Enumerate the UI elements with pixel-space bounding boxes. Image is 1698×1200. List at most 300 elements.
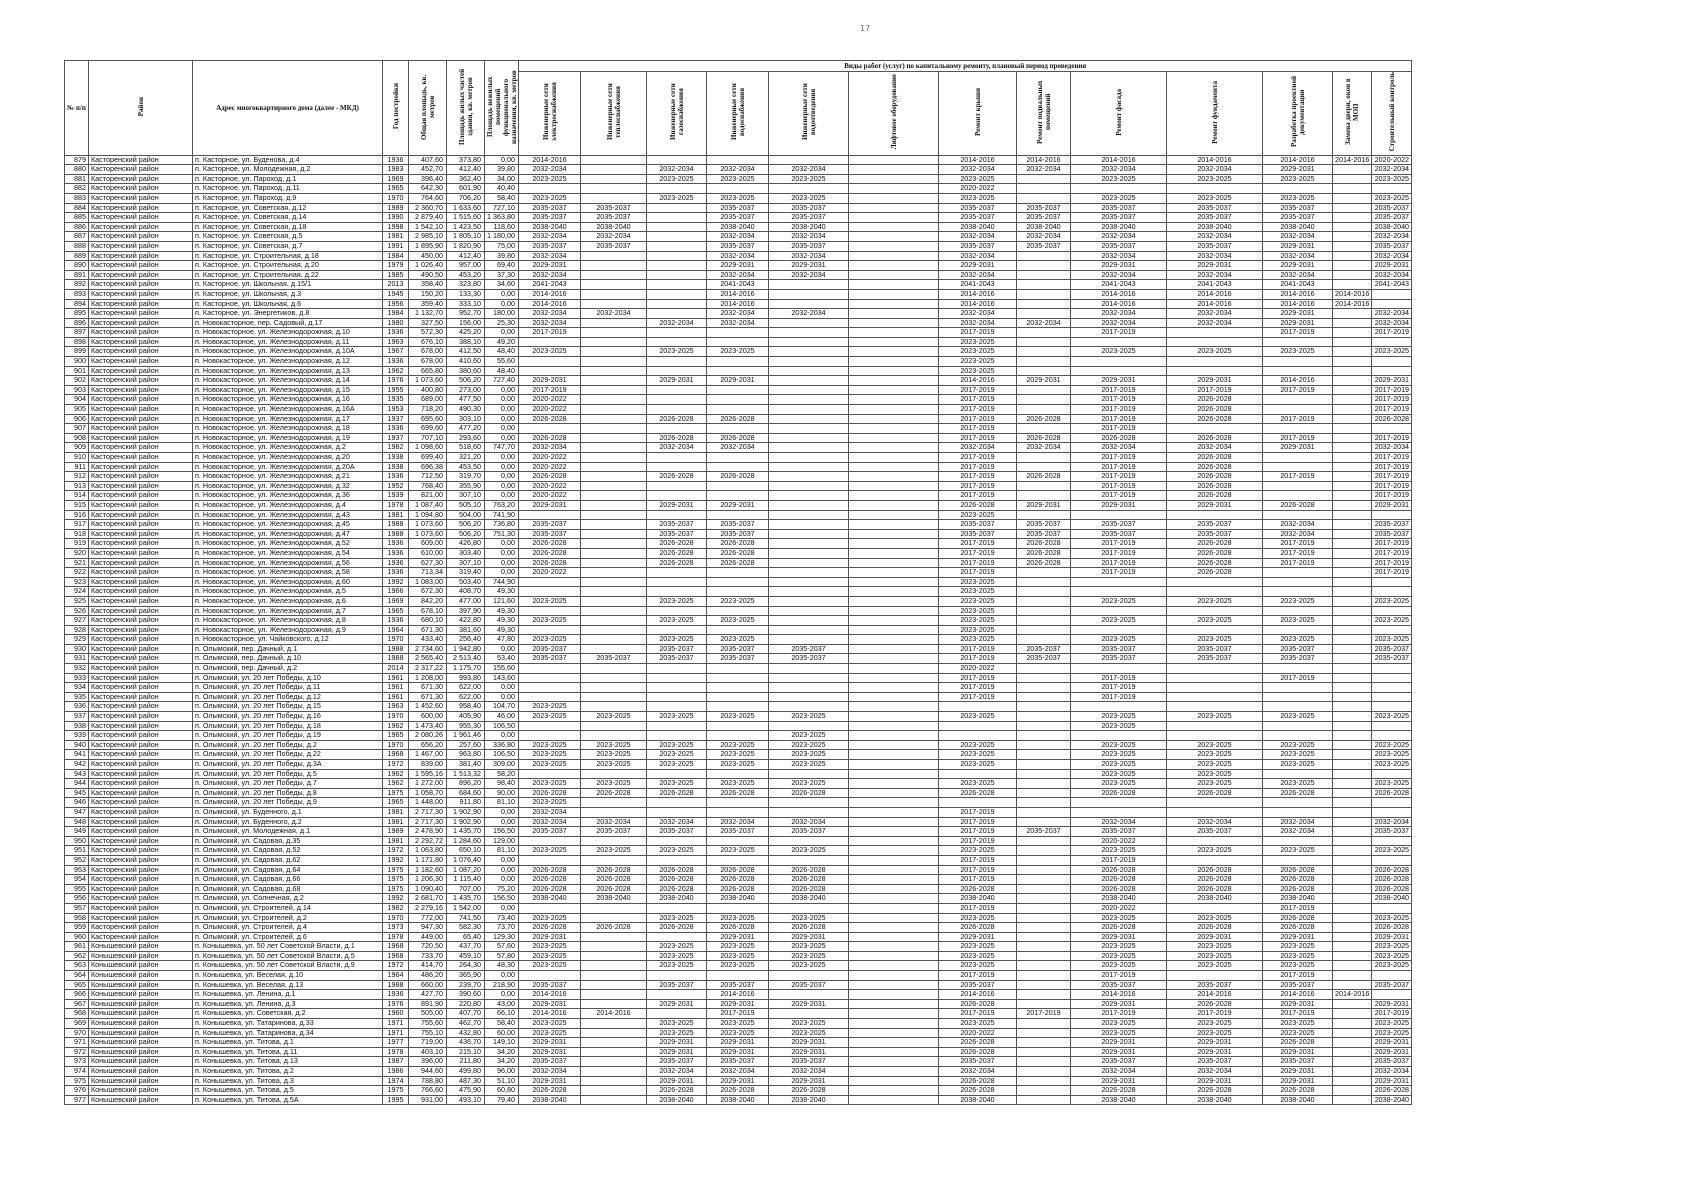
living-area-cell: 601,90 [447, 184, 485, 194]
work-period-cell [647, 721, 707, 731]
district-cell: Касторенский район [89, 577, 193, 587]
work-period-cell [1167, 903, 1263, 913]
work-period-cell: 2023-2025 [939, 616, 1017, 626]
header-work-type: Лифтовое оборудование [849, 72, 939, 156]
work-period-cell [849, 453, 939, 463]
year-cell: 1975 [383, 788, 409, 798]
work-period-cell: 2035-2037 [939, 529, 1017, 539]
work-period-cell [1263, 577, 1333, 587]
row-number: 972 [65, 1047, 89, 1057]
work-period-cell: 2023-2025 [939, 193, 1017, 203]
work-period-cell: 2029-2031 [1263, 241, 1333, 251]
table-row [65, 472, 1412, 482]
work-period-cell: 2026-2028 [647, 788, 707, 798]
district-cell: Касторенский район [89, 357, 193, 367]
work-period-cell [1372, 625, 1412, 635]
address-cell: п. Конышевка, ул. Титова, д.5А [193, 1095, 383, 1105]
work-period-cell: 2038-2040 [581, 894, 647, 904]
table-row [65, 683, 1412, 693]
work-period-cell [769, 318, 849, 328]
work-period-cell: 2023-2025 [707, 750, 769, 760]
work-period-cell [1372, 855, 1412, 865]
work-period-cell [1017, 395, 1071, 405]
work-period-cell [1017, 721, 1071, 731]
work-period-cell [1372, 769, 1412, 779]
nonliving-area-cell: 57,60 [485, 942, 519, 952]
district-cell: Касторенский район [89, 644, 193, 654]
work-period-cell [707, 721, 769, 731]
total-area-cell: 2 717,30 [409, 807, 447, 817]
work-period-cell: 2014-2016 [1333, 289, 1372, 299]
work-period-cell [1333, 184, 1372, 194]
work-period-cell [1333, 951, 1372, 961]
work-period-cell: 2038-2040 [1263, 894, 1333, 904]
total-area-cell: 1 063,80 [409, 846, 447, 856]
work-period-cell: 2038-2040 [939, 894, 1017, 904]
work-period-cell [1333, 481, 1372, 491]
nonliving-area-cell: 58,40 [485, 193, 519, 203]
year-cell: 1988 [383, 529, 409, 539]
work-period-cell: 2032-2034 [1263, 270, 1333, 280]
address-cell: п. Новокасторное, ул. Железнодорожная, д.12 [193, 357, 383, 367]
work-period-cell: 2035-2037 [1071, 241, 1167, 251]
work-period-cell: 2017-2019 [1372, 491, 1412, 501]
work-period-cell: 2035-2037 [769, 644, 849, 654]
work-period-cell: 2014-2016 [1263, 376, 1333, 386]
work-period-cell: 2023-2025 [1372, 193, 1412, 203]
work-period-cell [707, 424, 769, 434]
work-period-cell [581, 328, 647, 338]
table-row [65, 654, 1412, 664]
work-period-cell [1263, 453, 1333, 463]
work-period-cell [581, 1019, 647, 1029]
work-period-cell [1333, 433, 1372, 443]
work-period-cell: 2035-2037 [1167, 654, 1263, 664]
work-period-cell [1263, 692, 1333, 702]
work-period-cell [1333, 165, 1372, 175]
work-period-cell: 2023-2025 [1071, 1019, 1167, 1029]
work-period-cell: 2026-2028 [647, 539, 707, 549]
district-cell: Конышевский район [89, 999, 193, 1009]
living-area-cell: 477,50 [447, 395, 485, 405]
work-period-cell: 2029-2031 [647, 1076, 707, 1086]
total-area-cell: 755,10 [409, 1028, 447, 1038]
work-period-cell: 2023-2025 [519, 961, 581, 971]
nonliving-area-cell: 0,00 [485, 644, 519, 654]
work-period-cell [707, 577, 769, 587]
district-cell: Касторенский район [89, 807, 193, 817]
nonliving-area-cell: 90,00 [485, 788, 519, 798]
living-area-cell: 390,60 [447, 990, 485, 1000]
address-cell: п. Олымский, ул. Садовая, д.35 [193, 836, 383, 846]
year-cell: 1936 [383, 328, 409, 338]
work-period-cell [707, 855, 769, 865]
work-period-cell: 2014-2016 [1167, 155, 1263, 165]
address-cell: п. Конышевка, ул. Титова, д.5 [193, 1086, 383, 1096]
row-number: 923 [65, 577, 89, 587]
work-period-cell [1372, 971, 1412, 981]
work-period-cell [581, 1086, 647, 1096]
work-period-cell [1333, 1076, 1372, 1086]
work-period-cell [1372, 673, 1412, 683]
row-number: 958 [65, 913, 89, 923]
work-period-cell: 2023-2025 [1263, 779, 1333, 789]
work-period-cell: 2023-2025 [707, 635, 769, 645]
work-period-cell: 2023-2025 [1167, 174, 1263, 184]
work-period-cell [1333, 884, 1372, 894]
work-period-cell [519, 424, 581, 434]
work-period-cell [581, 721, 647, 731]
work-period-cell [849, 587, 939, 597]
address-cell: п. Новокасторное, ул. Железнодорожная, д.14 [193, 376, 383, 386]
work-period-cell: 2026-2028 [1071, 865, 1167, 875]
work-period-cell [1333, 616, 1372, 626]
work-period-cell: 2026-2028 [1372, 414, 1412, 424]
work-period-cell: 2029-2031 [1263, 1067, 1333, 1077]
work-period-cell: 2023-2025 [1263, 1028, 1333, 1038]
work-period-cell: 2035-2037 [1372, 529, 1412, 539]
work-period-cell: 2041-2043 [1071, 280, 1167, 290]
work-period-cell [581, 1095, 647, 1105]
work-period-cell [849, 884, 939, 894]
work-period-cell [769, 184, 849, 194]
work-period-cell: 2035-2037 [1263, 203, 1333, 213]
work-period-cell: 2026-2028 [1167, 405, 1263, 415]
address-cell: п. Новокасторное, ул. Железнодорожная, д.20 [193, 453, 383, 463]
work-period-cell [1017, 453, 1071, 463]
nonliving-area-cell: 741,90 [485, 510, 519, 520]
row-number: 930 [65, 644, 89, 654]
address-cell: п. Новокасторное, ул. Железнодорожная, д.15 [193, 385, 383, 395]
year-cell: 1965 [383, 606, 409, 616]
district-cell: Касторенский район [89, 596, 193, 606]
work-period-cell: 2029-2031 [707, 500, 769, 510]
row-number: 902 [65, 376, 89, 386]
work-period-cell [581, 366, 647, 376]
work-period-cell: 2032-2034 [1071, 1067, 1167, 1077]
work-period-cell: 2026-2028 [707, 875, 769, 885]
living-area-cell: 1 542,00 [447, 903, 485, 913]
work-period-cell [1017, 760, 1071, 770]
work-period-cell [519, 510, 581, 520]
work-period-cell: 2038-2040 [939, 1095, 1017, 1105]
work-period-cell: 2017-2019 [1017, 1009, 1071, 1019]
living-area-cell: 319,40 [447, 568, 485, 578]
address-cell: п. Олымский, ул. Строителей, д.4 [193, 923, 383, 933]
work-period-cell: 2035-2037 [1017, 241, 1071, 251]
living-area-cell: 1 942,80 [447, 644, 485, 654]
total-area-cell: 788,80 [409, 1076, 447, 1086]
work-period-cell [647, 807, 707, 817]
district-cell: Конышевский район [89, 980, 193, 990]
work-period-cell [647, 405, 707, 415]
year-cell: 1962 [383, 779, 409, 789]
work-period-cell [769, 587, 849, 597]
address-cell: п. Касторное, ул. Школьная, д.15/1 [193, 280, 383, 290]
work-period-cell [519, 577, 581, 587]
work-period-cell: 2023-2025 [1167, 951, 1263, 961]
work-period-cell [1333, 548, 1372, 558]
work-period-cell: 2029-2031 [1071, 376, 1167, 386]
work-period-cell [1372, 731, 1412, 741]
row-number: 926 [65, 606, 89, 616]
row-number: 879 [65, 155, 89, 165]
work-period-cell [769, 683, 849, 693]
nonliving-area-cell: 0,00 [485, 395, 519, 405]
year-cell: 1972 [383, 961, 409, 971]
work-period-cell [769, 971, 849, 981]
nonliving-area-cell: 49,30 [485, 625, 519, 635]
work-period-cell: 2026-2028 [581, 865, 647, 875]
total-area-cell: 642,30 [409, 184, 447, 194]
district-cell: Конышевский район [89, 951, 193, 961]
work-period-cell: 2023-2025 [769, 760, 849, 770]
address-cell: п. Олымский, ул. Садовая, д.66 [193, 875, 383, 885]
living-area-cell: 307,10 [447, 491, 485, 501]
year-cell: 1965 [383, 731, 409, 741]
work-period-cell [1017, 1028, 1071, 1038]
living-area-cell: 405,90 [447, 712, 485, 722]
year-cell: 1989 [383, 203, 409, 213]
work-period-cell: 2023-2025 [647, 740, 707, 750]
work-period-cell: 2023-2025 [1071, 769, 1167, 779]
work-period-cell: 2023-2025 [581, 779, 647, 789]
work-period-cell [1333, 942, 1372, 952]
header-work-type: Инженерные сети теплоснабжения [581, 72, 647, 156]
living-area-cell: 477,00 [447, 596, 485, 606]
work-period-cell [769, 289, 849, 299]
total-area-cell: 400,80 [409, 385, 447, 395]
total-area-cell: 676,10 [409, 337, 447, 347]
work-period-cell [1333, 875, 1372, 885]
nonliving-area-cell: 143,60 [485, 673, 519, 683]
work-period-cell [849, 165, 939, 175]
work-period-cell: 2035-2037 [519, 520, 581, 530]
work-period-cell: 2026-2028 [1263, 913, 1333, 923]
work-period-cell [1333, 999, 1372, 1009]
nonliving-area-cell: 48,40 [485, 347, 519, 357]
work-period-cell [1017, 616, 1071, 626]
work-period-cell: 2026-2028 [1167, 999, 1263, 1009]
work-period-cell [1017, 923, 1071, 933]
address-cell: п. Олымский, ул. Садовая, д.64 [193, 865, 383, 875]
nonliving-area-cell: 156,50 [485, 827, 519, 837]
work-period-cell: 2023-2025 [647, 596, 707, 606]
year-cell: 1986 [383, 1067, 409, 1077]
table-row [65, 270, 1412, 280]
living-area-cell: 506,20 [447, 520, 485, 530]
work-period-cell: 2023-2025 [519, 174, 581, 184]
living-area-cell: 952,70 [447, 309, 485, 319]
header-work-type: Ремонт крыши [939, 72, 1017, 156]
row-number: 921 [65, 558, 89, 568]
work-period-cell: 2023-2025 [1167, 1028, 1263, 1038]
work-period-cell: 2029-2031 [1071, 1038, 1167, 1048]
work-period-cell: 2017-2019 [939, 692, 1017, 702]
work-period-cell: 2032-2034 [1372, 443, 1412, 453]
table-row [65, 376, 1412, 386]
work-period-cell [707, 395, 769, 405]
work-period-cell: 2017-2019 [1071, 673, 1167, 683]
work-period-cell: 2023-2025 [519, 616, 581, 626]
work-period-cell: 2029-2031 [769, 999, 849, 1009]
work-period-cell [581, 472, 647, 482]
year-cell: 1978 [383, 500, 409, 510]
work-period-cell: 2017-2019 [1071, 414, 1167, 424]
work-period-cell: 2023-2025 [1263, 942, 1333, 952]
work-period-cell [647, 155, 707, 165]
work-period-cell [1017, 990, 1071, 1000]
work-period-cell [769, 903, 849, 913]
work-period-cell: 2026-2028 [1372, 875, 1412, 885]
year-cell: 1962 [383, 769, 409, 779]
table-row [65, 155, 1412, 165]
work-period-cell: 2023-2025 [1071, 1028, 1167, 1038]
work-period-cell [1333, 1009, 1372, 1019]
work-period-cell [769, 721, 849, 731]
district-cell: Касторенский район [89, 865, 193, 875]
living-area-cell: 504,00 [447, 510, 485, 520]
nonliving-area-cell: 73,40 [485, 913, 519, 923]
row-number: 935 [65, 692, 89, 702]
work-period-cell: 2032-2034 [1372, 1067, 1412, 1077]
work-period-cell [1017, 1095, 1071, 1105]
work-period-cell [1372, 577, 1412, 587]
work-period-cell [1333, 337, 1372, 347]
work-period-cell [581, 807, 647, 817]
work-period-cell [1017, 913, 1071, 923]
address-cell: п. Олымский, ул. 20 лет Победы, д.18 [193, 721, 383, 731]
work-period-cell [1017, 347, 1071, 357]
work-period-cell: 2023-2025 [581, 846, 647, 856]
row-number: 885 [65, 213, 89, 223]
work-period-cell: 2023-2025 [707, 942, 769, 952]
living-area-cell: 487,30 [447, 1076, 485, 1086]
work-period-cell [647, 309, 707, 319]
living-area-cell: 462,70 [447, 1019, 485, 1029]
work-period-cell [707, 462, 769, 472]
district-cell: Касторенский район [89, 692, 193, 702]
work-period-cell [769, 405, 849, 415]
living-area-cell: 293,60 [447, 433, 485, 443]
work-period-cell: 2017-2019 [939, 491, 1017, 501]
work-period-cell: 2023-2025 [769, 1028, 849, 1038]
work-period-cell: 2026-2028 [519, 548, 581, 558]
total-area-cell: 2 565,40 [409, 654, 447, 664]
work-period-cell: 2026-2028 [1263, 1038, 1333, 1048]
nonliving-area-cell: 218,90 [485, 980, 519, 990]
work-period-cell: 2029-2031 [519, 261, 581, 271]
work-period-cell: 2017-2019 [939, 405, 1017, 415]
table-row [65, 596, 1412, 606]
work-period-cell: 2026-2028 [707, 539, 769, 549]
work-period-cell [769, 807, 849, 817]
work-period-cell [581, 481, 647, 491]
work-period-cell: 2023-2025 [519, 913, 581, 923]
work-period-cell: 2017-2019 [1263, 539, 1333, 549]
row-number: 966 [65, 990, 89, 1000]
nonliving-area-cell: 79,40 [485, 1095, 519, 1105]
district-cell: Касторенский район [89, 424, 193, 434]
work-period-cell [769, 500, 849, 510]
district-cell: Касторенский район [89, 606, 193, 616]
header-work-type: Инженерные сети электроснабжения [519, 72, 581, 156]
work-period-cell [1333, 529, 1372, 539]
work-period-cell: 2029-2031 [1372, 261, 1412, 271]
work-period-cell: 2026-2028 [519, 865, 581, 875]
work-period-cell: 2029-2031 [1263, 318, 1333, 328]
work-period-cell: 2026-2028 [1071, 884, 1167, 894]
living-area-cell: 303,10 [447, 414, 485, 424]
district-cell: Касторенский район [89, 453, 193, 463]
work-period-cell [647, 337, 707, 347]
work-period-cell: 2035-2037 [581, 654, 647, 664]
year-cell: 1938 [383, 453, 409, 463]
total-area-cell: 1 058,70 [409, 788, 447, 798]
row-number: 907 [65, 424, 89, 434]
work-period-cell: 2038-2040 [769, 894, 849, 904]
year-cell: 1968 [383, 750, 409, 760]
total-area-cell: 671,30 [409, 683, 447, 693]
work-period-cell: 2023-2025 [1263, 961, 1333, 971]
capital-repair-table [64, 60, 1412, 1105]
work-period-cell [1263, 462, 1333, 472]
work-period-cell [581, 951, 647, 961]
work-period-cell: 2023-2025 [519, 951, 581, 961]
district-cell: Касторенский район [89, 529, 193, 539]
living-area-cell: 1 633,60 [447, 203, 485, 213]
work-period-cell: 2035-2037 [1017, 520, 1071, 530]
header-work-type: Замена двери, окон в МОП [1333, 72, 1372, 156]
table-row [65, 453, 1412, 463]
work-period-cell: 2029-2031 [1263, 165, 1333, 175]
work-period-cell: 2026-2028 [769, 865, 849, 875]
work-period-cell: 2023-2025 [939, 587, 1017, 597]
work-period-cell [1333, 395, 1372, 405]
work-period-cell [849, 951, 939, 961]
table-row [65, 760, 1412, 770]
work-period-cell: 2014-2016 [1263, 990, 1333, 1000]
work-period-cell: 2026-2028 [1167, 568, 1263, 578]
table-row [65, 769, 1412, 779]
work-period-cell: 2032-2034 [769, 1067, 849, 1077]
work-period-cell: 2029-2031 [939, 932, 1017, 942]
work-period-cell: 2023-2025 [1071, 347, 1167, 357]
nonliving-area-cell: 156,50 [485, 894, 519, 904]
table-row [65, 510, 1412, 520]
district-cell: Касторенский район [89, 462, 193, 472]
work-period-cell [769, 366, 849, 376]
work-period-cell [1333, 558, 1372, 568]
work-period-cell: 2017-2019 [1071, 328, 1167, 338]
year-cell: 1972 [383, 846, 409, 856]
district-cell: Касторенский район [89, 932, 193, 942]
work-period-cell [849, 788, 939, 798]
work-period-cell [1372, 357, 1412, 367]
living-area-cell: 408,70 [447, 587, 485, 597]
work-period-cell: 2029-2031 [1372, 1047, 1412, 1057]
total-area-cell: 1 473,40 [409, 721, 447, 731]
work-period-cell [849, 683, 939, 693]
year-cell: 1980 [383, 318, 409, 328]
work-period-cell: 2017-2019 [1071, 539, 1167, 549]
work-period-cell [1263, 721, 1333, 731]
work-period-cell: 2026-2028 [1167, 558, 1263, 568]
district-cell: Касторенский район [89, 520, 193, 530]
work-period-cell: 2035-2037 [1263, 644, 1333, 654]
work-period-cell: 2017-2019 [1372, 568, 1412, 578]
work-period-cell: 2026-2028 [1167, 548, 1263, 558]
